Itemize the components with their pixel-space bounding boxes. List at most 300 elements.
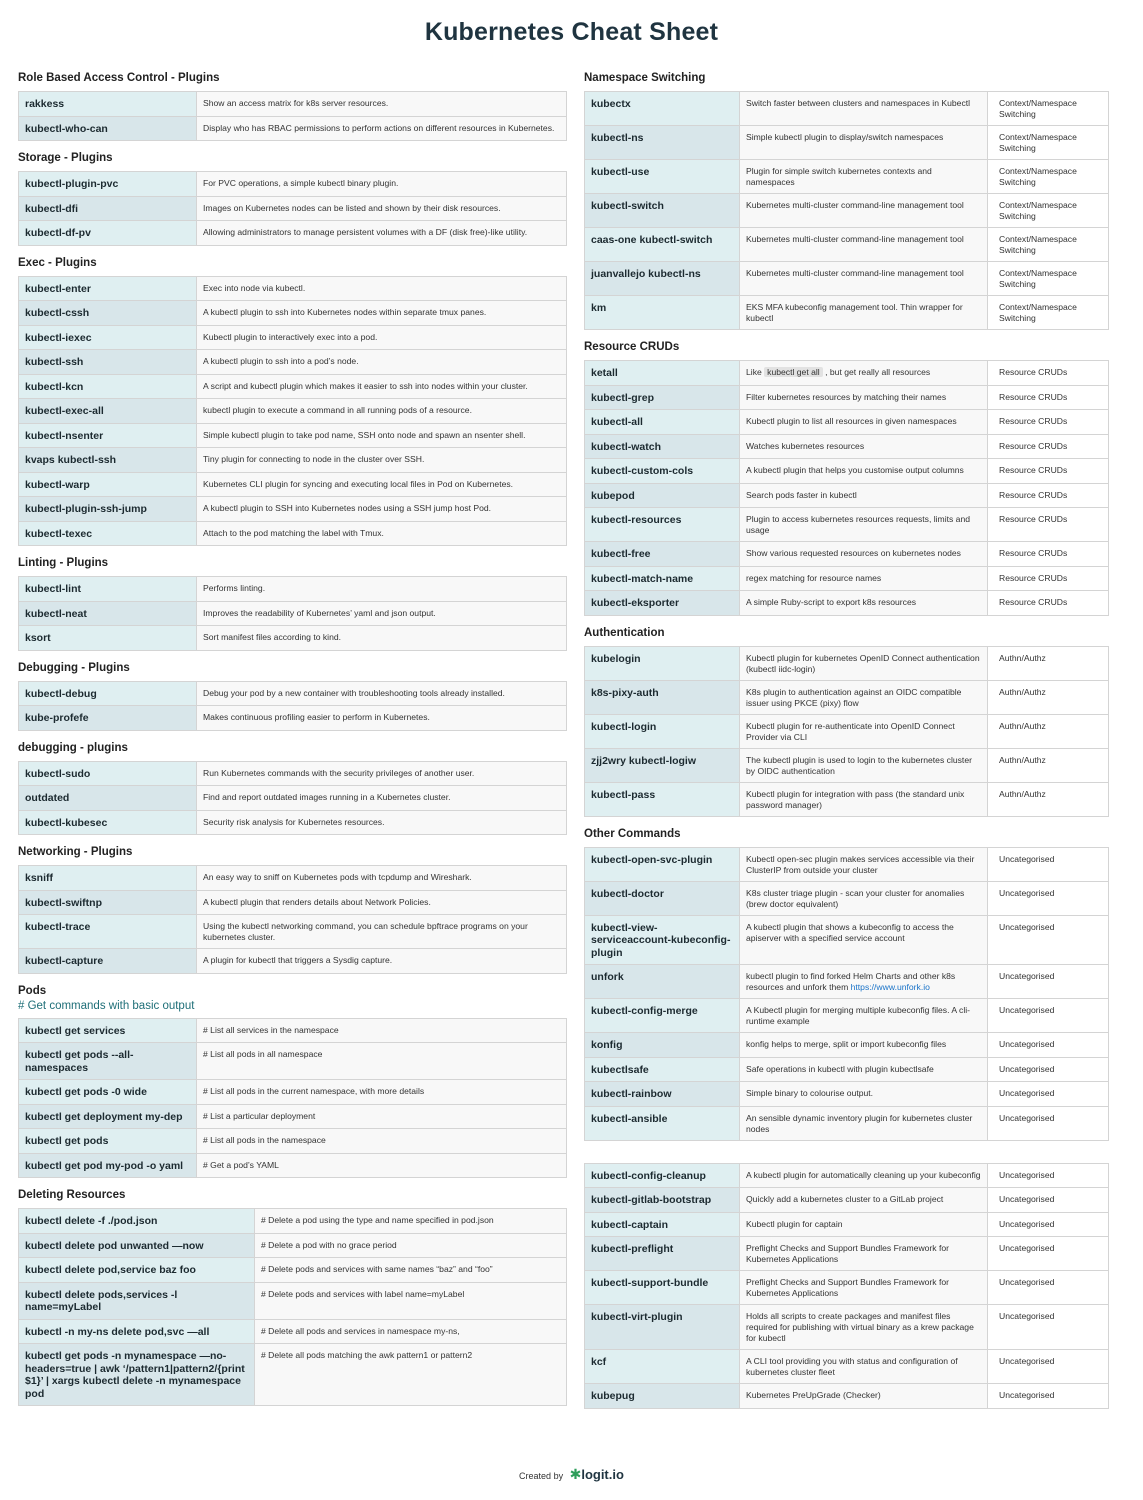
command-name: kubectl-exec-all	[19, 399, 197, 424]
command-category: Uncategorised	[988, 999, 1109, 1033]
command-description: A kubectl plugin to ssh into Kubernetes nodes within separate tmux panes.	[197, 301, 567, 326]
command-category: Authn/Authz	[988, 680, 1109, 714]
table-row	[585, 160, 1109, 194]
command-name: km	[585, 296, 740, 330]
inline-code: kubectl get all	[764, 367, 823, 377]
command-name: kubectl get pods -0 wide	[19, 1080, 197, 1105]
command-description: Simple kubectl plugin to display/switch namespaces	[740, 126, 988, 160]
command-category: Resource CRUDs	[988, 459, 1109, 484]
table-row	[19, 601, 567, 626]
command-name: kubectl-watch	[585, 434, 740, 459]
table-row	[19, 706, 567, 731]
table-row	[19, 915, 567, 949]
table-row	[585, 361, 1109, 386]
table-row	[19, 325, 567, 350]
command-name: kubectl-captain	[585, 1212, 740, 1237]
command-description: A kubectl plugin to SSH into Kubernetes nodes using a SSH jump host Pod.	[197, 497, 567, 522]
command-description: EKS MFA kubeconfig management tool. Thin wrapper for kubectl	[740, 296, 988, 330]
command-category: Context/Namespace Switching	[988, 92, 1109, 126]
command-description: Run Kubernetes commands with the security privileges of another user.	[197, 761, 567, 786]
section-heading: Resource CRUDs	[584, 341, 680, 353]
command-table	[18, 171, 567, 246]
command-table	[18, 91, 567, 141]
command-category: Authn/Authz	[988, 782, 1109, 816]
command-description: # Delete all pods and services in namespace my-ns,	[255, 1319, 567, 1344]
table-row	[19, 423, 567, 448]
table-row	[19, 1319, 567, 1344]
command-category: Context/Namespace Switching	[988, 228, 1109, 262]
command-description: Kubernetes multi-cluster command-line management tool	[740, 262, 988, 296]
command-name: kcf	[585, 1350, 740, 1384]
table-row	[19, 866, 567, 891]
command-name: kubectl-texec	[19, 521, 197, 546]
command-name: kubectl-all	[585, 410, 740, 435]
command-table	[18, 681, 567, 731]
command-name: kubectl-config-merge	[585, 999, 740, 1033]
command-name: kubectl-switch	[585, 194, 740, 228]
table-row	[585, 1106, 1109, 1140]
table-row	[585, 1082, 1109, 1107]
command-name: kubectl-free	[585, 542, 740, 567]
command-name: kubectl-virt-plugin	[585, 1305, 740, 1350]
command-category: Resource CRUDs	[988, 566, 1109, 591]
command-name: kubectl-pass	[585, 782, 740, 816]
section-debugging-plugins	[18, 742, 566, 836]
command-description: Attach to the pod matching the label with Tmux.	[197, 521, 567, 546]
command-description: Kubectl plugin for integration with pass (the standard unix password manager)	[740, 782, 988, 816]
table-row	[19, 1129, 567, 1154]
command-description: Debug your pod by a new container with troubleshooting tools already installed.	[197, 681, 567, 706]
logo-mark-icon: ✱	[569, 1466, 582, 1482]
command-name: kubectl delete pod,service baz foo	[19, 1258, 255, 1283]
command-description: A plugin for kubectl that triggers a Sysdig capture.	[197, 949, 567, 974]
command-description: A kubectl plugin to ssh into a pod’s node.	[197, 350, 567, 375]
command-description: Kubectl plugin to interactively exec into a pod.	[197, 325, 567, 350]
command-name: kubectl-gitlab-bootstrap	[585, 1188, 740, 1213]
table-row	[19, 350, 567, 375]
command-name: kubectl get pod my-pod -o yaml	[19, 1153, 197, 1178]
command-description: Exec into node via kubectl.	[197, 276, 567, 301]
command-description: Filter kubernetes resources by matching their names	[740, 385, 988, 410]
table-row	[585, 228, 1109, 262]
table-row	[585, 262, 1109, 296]
table-row	[585, 646, 1109, 680]
command-category: Authn/Authz	[988, 714, 1109, 748]
table-row	[19, 221, 567, 246]
logit-logo[interactable]	[570, 1467, 624, 1482]
table-row	[19, 577, 567, 602]
footer	[0, 1466, 1143, 1483]
table-row	[19, 1209, 567, 1234]
command-name: kubectl get services	[19, 1018, 197, 1043]
table-row	[585, 1350, 1109, 1384]
command-name: kubectl-swiftnp	[19, 890, 197, 915]
command-name: kubectl get pods	[19, 1129, 197, 1154]
command-category: Context/Namespace Switching	[988, 126, 1109, 160]
footer-created-by: Created by	[519, 1471, 564, 1481]
command-category: Uncategorised	[988, 1384, 1109, 1409]
command-table	[18, 761, 567, 836]
command-description: Holds all scripts to create packages and manifest files required for publishing with virtual binary as a krew package for kubectl	[740, 1305, 988, 1350]
command-name: kubectl-plugin-pvc	[19, 172, 197, 197]
command-description: Safe operations in kubectl with plugin kubectlsafe	[740, 1057, 988, 1082]
right-column	[584, 70, 1108, 1420]
section-debugging-plugins	[18, 662, 566, 731]
section-namespace-switching	[584, 72, 1108, 330]
command-table	[584, 360, 1109, 616]
section-exec-plugins	[18, 257, 566, 547]
command-description: Find and report outdated images running in a Kubernetes cluster.	[197, 786, 567, 811]
command-name: kubectl-resources	[585, 508, 740, 542]
command-name: kubectl -n my-ns delete pod,svc —all	[19, 1319, 255, 1344]
command-name: kubectl-match-name	[585, 566, 740, 591]
command-category: Uncategorised	[988, 1106, 1109, 1140]
table-row	[585, 915, 1109, 965]
command-description: K8s plugin to authentication against an OIDC compatible issuer using PKCE (pixy) flow	[740, 680, 988, 714]
command-description: Kubectl plugin for captain	[740, 1212, 988, 1237]
command-category: Resource CRUDs	[988, 385, 1109, 410]
section-heading: Networking - Plugins	[18, 846, 133, 858]
command-name: kubepod	[585, 483, 740, 508]
command-name: kubectl get deployment my-dep	[19, 1104, 197, 1129]
table-row	[585, 92, 1109, 126]
command-name: kubepug	[585, 1384, 740, 1409]
command-name: kubectl-ssh	[19, 350, 197, 375]
table-row	[585, 1163, 1109, 1188]
command-description: Performs linting.	[197, 577, 567, 602]
command-name: rakkess	[19, 92, 197, 117]
command-name: kvaps kubectl-ssh	[19, 448, 197, 473]
command-name: kubectl get pods -n mynamespace —no-headers=true | awk ‘/pattern1|pattern2/{print $1}’ | xargs kubectl delete -n mynamespace pod	[19, 1344, 255, 1406]
command-description: Kubectl plugin for kubernetes OpenID Connect authentication (kubectl iidc-login)	[740, 646, 988, 680]
table-row	[585, 542, 1109, 567]
command-description: Kubernetes multi-cluster command-line management tool	[740, 194, 988, 228]
command-description: Security risk analysis for Kubernetes resources.	[197, 810, 567, 835]
command-name: kube-profefe	[19, 706, 197, 731]
command-description: Kubernetes CLI plugin for syncing and executing local files in Pod on Kubernetes.	[197, 472, 567, 497]
left-column	[18, 70, 566, 1417]
table-row	[585, 847, 1109, 881]
section-heading: Other Commands	[584, 827, 681, 840]
command-description: # Delete pods and services with same names “baz” and “foo”	[255, 1258, 567, 1283]
command-description: Watches kubernetes resources	[740, 434, 988, 459]
command-name: kubectl-use	[585, 160, 740, 194]
command-name: kubectl-preflight	[585, 1237, 740, 1271]
command-category: Uncategorised	[988, 1163, 1109, 1188]
command-description: # List all pods in all namespace	[197, 1043, 567, 1080]
command-description: Preflight Checks and Support Bundles Framework for Kubernetes Applications	[740, 1271, 988, 1305]
table-row	[585, 1212, 1109, 1237]
command-name: ksort	[19, 626, 197, 651]
unfork-link[interactable]: https://www.unfork.io	[850, 982, 930, 992]
command-description: A kubectl plugin that renders details about Network Policies.	[197, 890, 567, 915]
command-category: Resource CRUDs	[988, 483, 1109, 508]
command-name: kubectl-who-can	[19, 116, 197, 141]
table-row	[19, 681, 567, 706]
command-name: kubectl-kcn	[19, 374, 197, 399]
command-name: kubectl-support-bundle	[585, 1271, 740, 1305]
command-category: Uncategorised	[988, 1350, 1109, 1384]
table-row	[585, 296, 1109, 330]
command-name: kubectl-warp	[19, 472, 197, 497]
command-name: kubectlsafe	[585, 1057, 740, 1082]
table-row	[19, 301, 567, 326]
command-category: Uncategorised	[988, 847, 1109, 881]
command-description: Allowing administrators to manage persistent volumes with a DF (disk free)-like utility.	[197, 221, 567, 246]
table-row	[19, 196, 567, 221]
command-description: Switch faster between clusters and namespaces in Kubectl	[740, 92, 988, 126]
table-row	[19, 810, 567, 835]
table-row	[19, 497, 567, 522]
command-name: kubelogin	[585, 646, 740, 680]
command-description: Simple binary to colourise output.	[740, 1082, 988, 1107]
command-description: Using the kubectl networking command, you can schedule bpftrace programs on your kubernetes cluster.	[197, 915, 567, 949]
command-description: Plugin to access kubernetes resources requests, limits and usage	[740, 508, 988, 542]
section-resource-cruds	[584, 341, 1108, 616]
command-category: Uncategorised	[988, 915, 1109, 965]
command-description: A CLI tool providing you with status and configuration of kubernetes cluster fleet	[740, 1350, 988, 1384]
command-description: regex matching for resource names	[740, 566, 988, 591]
command-table	[18, 865, 567, 974]
command-category: Authn/Authz	[988, 646, 1109, 680]
command-description: # Get a pod’s YAML	[197, 1153, 567, 1178]
command-description: A Kubectl plugin for merging multiple kubeconfig files. A cli-runtime example	[740, 999, 988, 1033]
command-description: Display who has RBAC permissions to perform actions on different resources in Kubernetes.	[197, 116, 567, 141]
table-row	[585, 1305, 1109, 1350]
command-category: Uncategorised	[988, 1237, 1109, 1271]
command-name: ksniff	[19, 866, 197, 891]
table-row	[19, 276, 567, 301]
command-category: Uncategorised	[988, 1212, 1109, 1237]
command-description: A kubectl plugin that helps you customise output columns	[740, 459, 988, 484]
table-row	[585, 748, 1109, 782]
table-row	[585, 1237, 1109, 1271]
command-name: ketall	[585, 361, 740, 386]
command-category: Context/Namespace Switching	[988, 296, 1109, 330]
command-category: Resource CRUDs	[988, 542, 1109, 567]
section-authentication	[584, 627, 1108, 817]
table-row	[19, 172, 567, 197]
command-name: kubectl-capture	[19, 949, 197, 974]
command-description: # List a particular deployment	[197, 1104, 567, 1129]
command-description: Search pods faster in kubectl	[740, 483, 988, 508]
command-description: # List all services in the namespace	[197, 1018, 567, 1043]
table-row	[585, 714, 1109, 748]
table-row	[585, 680, 1109, 714]
command-name: kubectl-kubesec	[19, 810, 197, 835]
command-description: # Delete a pod with no grace period	[255, 1233, 567, 1258]
command-name: kubectl get pods --all-namespaces	[19, 1043, 197, 1080]
command-description: An easy way to sniff on Kubernetes pods with tcpdump and Wireshark.	[197, 866, 567, 891]
command-description: Show an access matrix for k8s server resources.	[197, 92, 567, 117]
command-name: kubectl-neat	[19, 601, 197, 626]
command-description: # List all pods in the namespace	[197, 1129, 567, 1154]
command-category: Context/Namespace Switching	[988, 262, 1109, 296]
section-heading: Role Based Access Control - Plugins	[18, 72, 220, 84]
table-row	[585, 965, 1109, 999]
table-row	[19, 890, 567, 915]
command-description: # Delete all pods matching the awk pattern1 or pattern2	[255, 1344, 567, 1406]
command-name: k8s-pixy-auth	[585, 680, 740, 714]
command-name: konfig	[585, 1033, 740, 1058]
table-row	[19, 521, 567, 546]
section-networking-plugins	[18, 846, 566, 974]
command-name: kubectl-grep	[585, 385, 740, 410]
table-row	[585, 194, 1109, 228]
command-description: Kubernetes PreUpGrade (Checker)	[740, 1384, 988, 1409]
command-name: kubectl-nsenter	[19, 423, 197, 448]
table-row	[19, 1153, 567, 1178]
table-row	[585, 1271, 1109, 1305]
command-table	[584, 847, 1109, 1141]
command-name: kubectl delete -f ./pod.json	[19, 1209, 255, 1234]
command-name: kubectl-sudo	[19, 761, 197, 786]
command-name: kubectl-view-serviceaccount-kubeconfig-plugin	[585, 915, 740, 965]
command-description: konfig helps to merge, split or import kubeconfig files	[740, 1033, 988, 1058]
command-name: kubectl-df-pv	[19, 221, 197, 246]
table-row	[585, 1033, 1109, 1058]
command-description: Show various requested resources on kubernetes nodes	[740, 542, 988, 567]
command-name: kubectl-iexec	[19, 325, 197, 350]
command-table	[584, 1163, 1109, 1409]
command-table	[18, 1018, 567, 1179]
table-row	[19, 1233, 567, 1258]
section-other-commands	[584, 828, 1108, 1141]
command-name: kubectl-ns	[585, 126, 740, 160]
table-row	[19, 949, 567, 974]
table-row	[585, 782, 1109, 816]
command-name: kubectx	[585, 92, 740, 126]
command-name: kubectl-doctor	[585, 881, 740, 915]
table-row	[19, 448, 567, 473]
command-name: kubectl-trace	[19, 915, 197, 949]
table-row	[585, 1188, 1109, 1213]
command-description: Makes continuous profiling easier to perform in Kubernetes.	[197, 706, 567, 731]
command-category: Resource CRUDs	[988, 591, 1109, 616]
command-description: # Delete a pod using the type and name specified in pod.json	[255, 1209, 567, 1234]
command-description: A simple Ruby-script to export k8s resources	[740, 591, 988, 616]
section-role-based-access-control-plugins	[18, 72, 566, 141]
command-category: Context/Namespace Switching	[988, 194, 1109, 228]
table-row	[19, 786, 567, 811]
section-pods	[18, 985, 566, 1179]
section-linting-plugins	[18, 557, 566, 651]
command-category: Uncategorised	[988, 1033, 1109, 1058]
command-name: kubectl-cssh	[19, 301, 197, 326]
section-continued	[584, 1152, 1108, 1409]
command-description: # Delete pods and services with label name=myLabel	[255, 1282, 567, 1319]
table-row	[19, 92, 567, 117]
table-row	[585, 591, 1109, 616]
table-row	[585, 434, 1109, 459]
table-row	[585, 483, 1109, 508]
command-description: The kubectl plugin is used to login to the kubernetes cluster by OIDC authentication	[740, 748, 988, 782]
command-description: Kubectl open-sec plugin makes services accessible via their ClusterIP from outside your cluster	[740, 847, 988, 881]
table-row	[19, 761, 567, 786]
command-name: kubectl-plugin-ssh-jump	[19, 497, 197, 522]
section-storage-plugins	[18, 152, 566, 246]
table-row	[19, 472, 567, 497]
command-description: An sensible dynamic inventory plugin for kubernetes cluster nodes	[740, 1106, 988, 1140]
command-description: Like kubectl get all , but get really all resources	[740, 361, 988, 386]
command-category: Uncategorised	[988, 1305, 1109, 1350]
command-description: Preflight Checks and Support Bundles Framework for Kubernetes Applications	[740, 1237, 988, 1271]
table-row	[585, 1057, 1109, 1082]
command-description: Tiny plugin for connecting to node in the cluster over SSH.	[197, 448, 567, 473]
command-description: Kubectl plugin to list all resources in given namespaces	[740, 410, 988, 435]
table-row	[19, 1344, 567, 1406]
table-row	[19, 374, 567, 399]
command-name: kubectl-config-cleanup	[585, 1163, 740, 1188]
command-category: Resource CRUDs	[988, 434, 1109, 459]
table-row	[19, 626, 567, 651]
table-row	[585, 126, 1109, 160]
command-category: Resource CRUDs	[988, 361, 1109, 386]
command-table	[18, 1208, 567, 1406]
command-category: Context/Namespace Switching	[988, 160, 1109, 194]
section-heading: Pods	[18, 984, 47, 997]
command-description: Improves the readability of Kubernetes’ yaml and json output.	[197, 601, 567, 626]
command-description: kubectl plugin to execute a command in all running pods of a resource.	[197, 399, 567, 424]
command-name: kubectl-debug	[19, 681, 197, 706]
table-row	[585, 459, 1109, 484]
command-name: kubectl-open-svc-plugin	[585, 847, 740, 881]
command-name: outdated	[19, 786, 197, 811]
section-heading: Storage - Plugins	[18, 152, 113, 164]
command-name: kubectl-eksporter	[585, 591, 740, 616]
section-deleting-resources	[18, 1189, 566, 1406]
command-name: kubectl-dfi	[19, 196, 197, 221]
command-name: kubectl delete pod unwanted —now	[19, 1233, 255, 1258]
command-description: Kubectl plugin for re-authenticate into OpenID Connect Provider via CLI	[740, 714, 988, 748]
command-name: kubectl delete pods,services -l name=myLabel	[19, 1282, 255, 1319]
command-table	[584, 91, 1109, 330]
command-description: Images on Kubernetes nodes can be listed and shown by their disk resources.	[197, 196, 567, 221]
command-name: kubectl-ansible	[585, 1106, 740, 1140]
command-description: A kubectl plugin for automatically cleaning up your kubeconfig	[740, 1163, 988, 1188]
table-row	[19, 1043, 567, 1080]
command-description: Simple kubectl plugin to take pod name, SSH onto node and spawn an nsenter shell.	[197, 423, 567, 448]
table-row	[585, 881, 1109, 915]
command-category: Uncategorised	[988, 881, 1109, 915]
section-heading: Authentication	[584, 626, 665, 639]
command-name: kubectl-login	[585, 714, 740, 748]
table-row	[19, 1258, 567, 1283]
table-row	[19, 1018, 567, 1043]
page-title: Kubernetes Cheat Sheet	[424, 18, 719, 46]
command-name: caas-one kubectl-switch	[585, 228, 740, 262]
section-heading: Deleting Resources	[18, 1189, 126, 1201]
table-row	[585, 410, 1109, 435]
section-subheading: # Get commands with basic output	[18, 999, 195, 1012]
command-description: For PVC operations, a simple kubectl binary plugin.	[197, 172, 567, 197]
command-description: Kubernetes multi-cluster command-line management tool	[740, 228, 988, 262]
table-row	[585, 385, 1109, 410]
table-row	[585, 999, 1109, 1033]
command-name: juanvallejo kubectl-ns	[585, 262, 740, 296]
command-table	[18, 576, 567, 651]
command-category: Uncategorised	[988, 1271, 1109, 1305]
table-row	[19, 1104, 567, 1129]
command-name: unfork	[585, 965, 740, 999]
command-category: Authn/Authz	[988, 748, 1109, 782]
command-category: Resource CRUDs	[988, 508, 1109, 542]
command-category: Uncategorised	[988, 1188, 1109, 1213]
command-name: kubectl-rainbow	[585, 1082, 740, 1107]
command-name: kubectl-custom-cols	[585, 459, 740, 484]
table-row	[19, 116, 567, 141]
command-description: Sort manifest files according to kind.	[197, 626, 567, 651]
